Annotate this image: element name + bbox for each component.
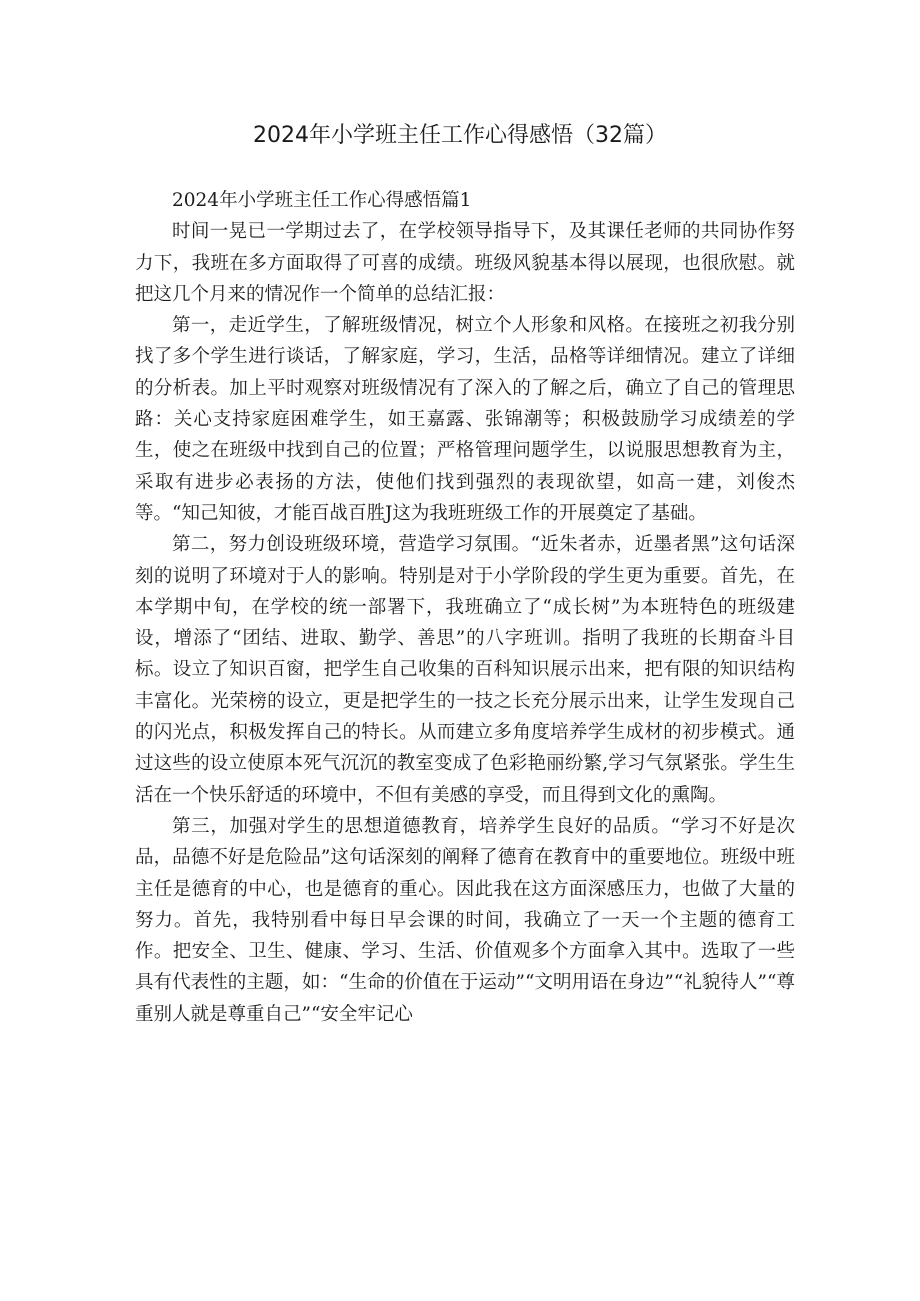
document-title: 2024年小学班主任工作心得感悟（32篇） [253,123,667,148]
document-body [135,185,795,1030]
paragraph-second: 第二，努力创设班级环境，营造学习氛围。“近朱者赤，近墨者黑”这句话深刻的说明了环境对于人的影响。特别是对于小学阶段的学生更为重要。首先，在本学期中旬，在学校的统一部署下，我班确立了“成长树”为本班特色的班级建设，增添了“团结、进取、勤学、善思”的八字班训。指明了我班的长期奋斗目标。设立了知识百窗，把学生自己收集的百科知识展示出来，把有限的知识结构丰富化。光荣榜的设立，更是把学生的一技之长充分展示出来，让学生发现自己的闪光点，积极发挥自己的特长。从而建立多角度培养学生成材的初步模式。通过这些的设立使原本死气沉沉的教室变成了色彩艳丽纷繁,学习气氛紧张。学生生活在一个快乐舒适的环境中，不但有美感的享受，而且得到文化的熏陶。 [135,534,795,806]
paragraph-first: 第一，走近学生，了解班级情况，树立个人形象和风格。在接班之初我分别找了多个学生进行谈话，了解家庭，学习，生活，品格等详细情况。建立了详细的分析表。加上平时观察对班级情况有了深入的了解之后，确立了自己的管理思路：关心支持家庭困难学生，如王嘉露、张锦潮等；积极鼓励学习成绩差的学生，使之在班级中找到自己的位置；严格管理问题学生，以说服思想教育为主，采取有进步必表扬的方法，使他们找到强烈的表现欲望，如高一建，刘俊杰等。“知己知彼，才能百战百胜J这为我班班级工作的开展奠定了基础。 [135,315,795,524]
paragraph-intro: 时间一晃已一学期过去了，在学校领导指导下，及其课任老师的共同协作努力下，我班在多方面取得了可喜的成绩。班级风貌基本得以展现，也很欣慰。就把这几个月来的情况作一个简单的总结汇报： [135,221,795,305]
paragraph-third: 第三，加强对学生的思想道德教育，培养学生良好的品质。“学习不好是次品，品德不好是危险品”这句话深刻的阐释了德育在教育中的重要地位。班级中班主任是德育的中心，也是德育的重心。因此我在这方面深感压力，也做了大量的努力。首先，我特别看中每日早会课的时间，我确立了一天一个主题的德育工作。把安全、卫生、健康、学习、生活、价值观多个方面拿入其中。选取了一些具有代表性的主题，如：“生命的价值在于运动”“文明用语在身边”“礼貌待人”“尊重别人就是尊重自己”“安全牢记心 [135,815,795,1025]
section-heading: 2024年小学班主任工作心得感悟篇1 [172,190,472,211]
